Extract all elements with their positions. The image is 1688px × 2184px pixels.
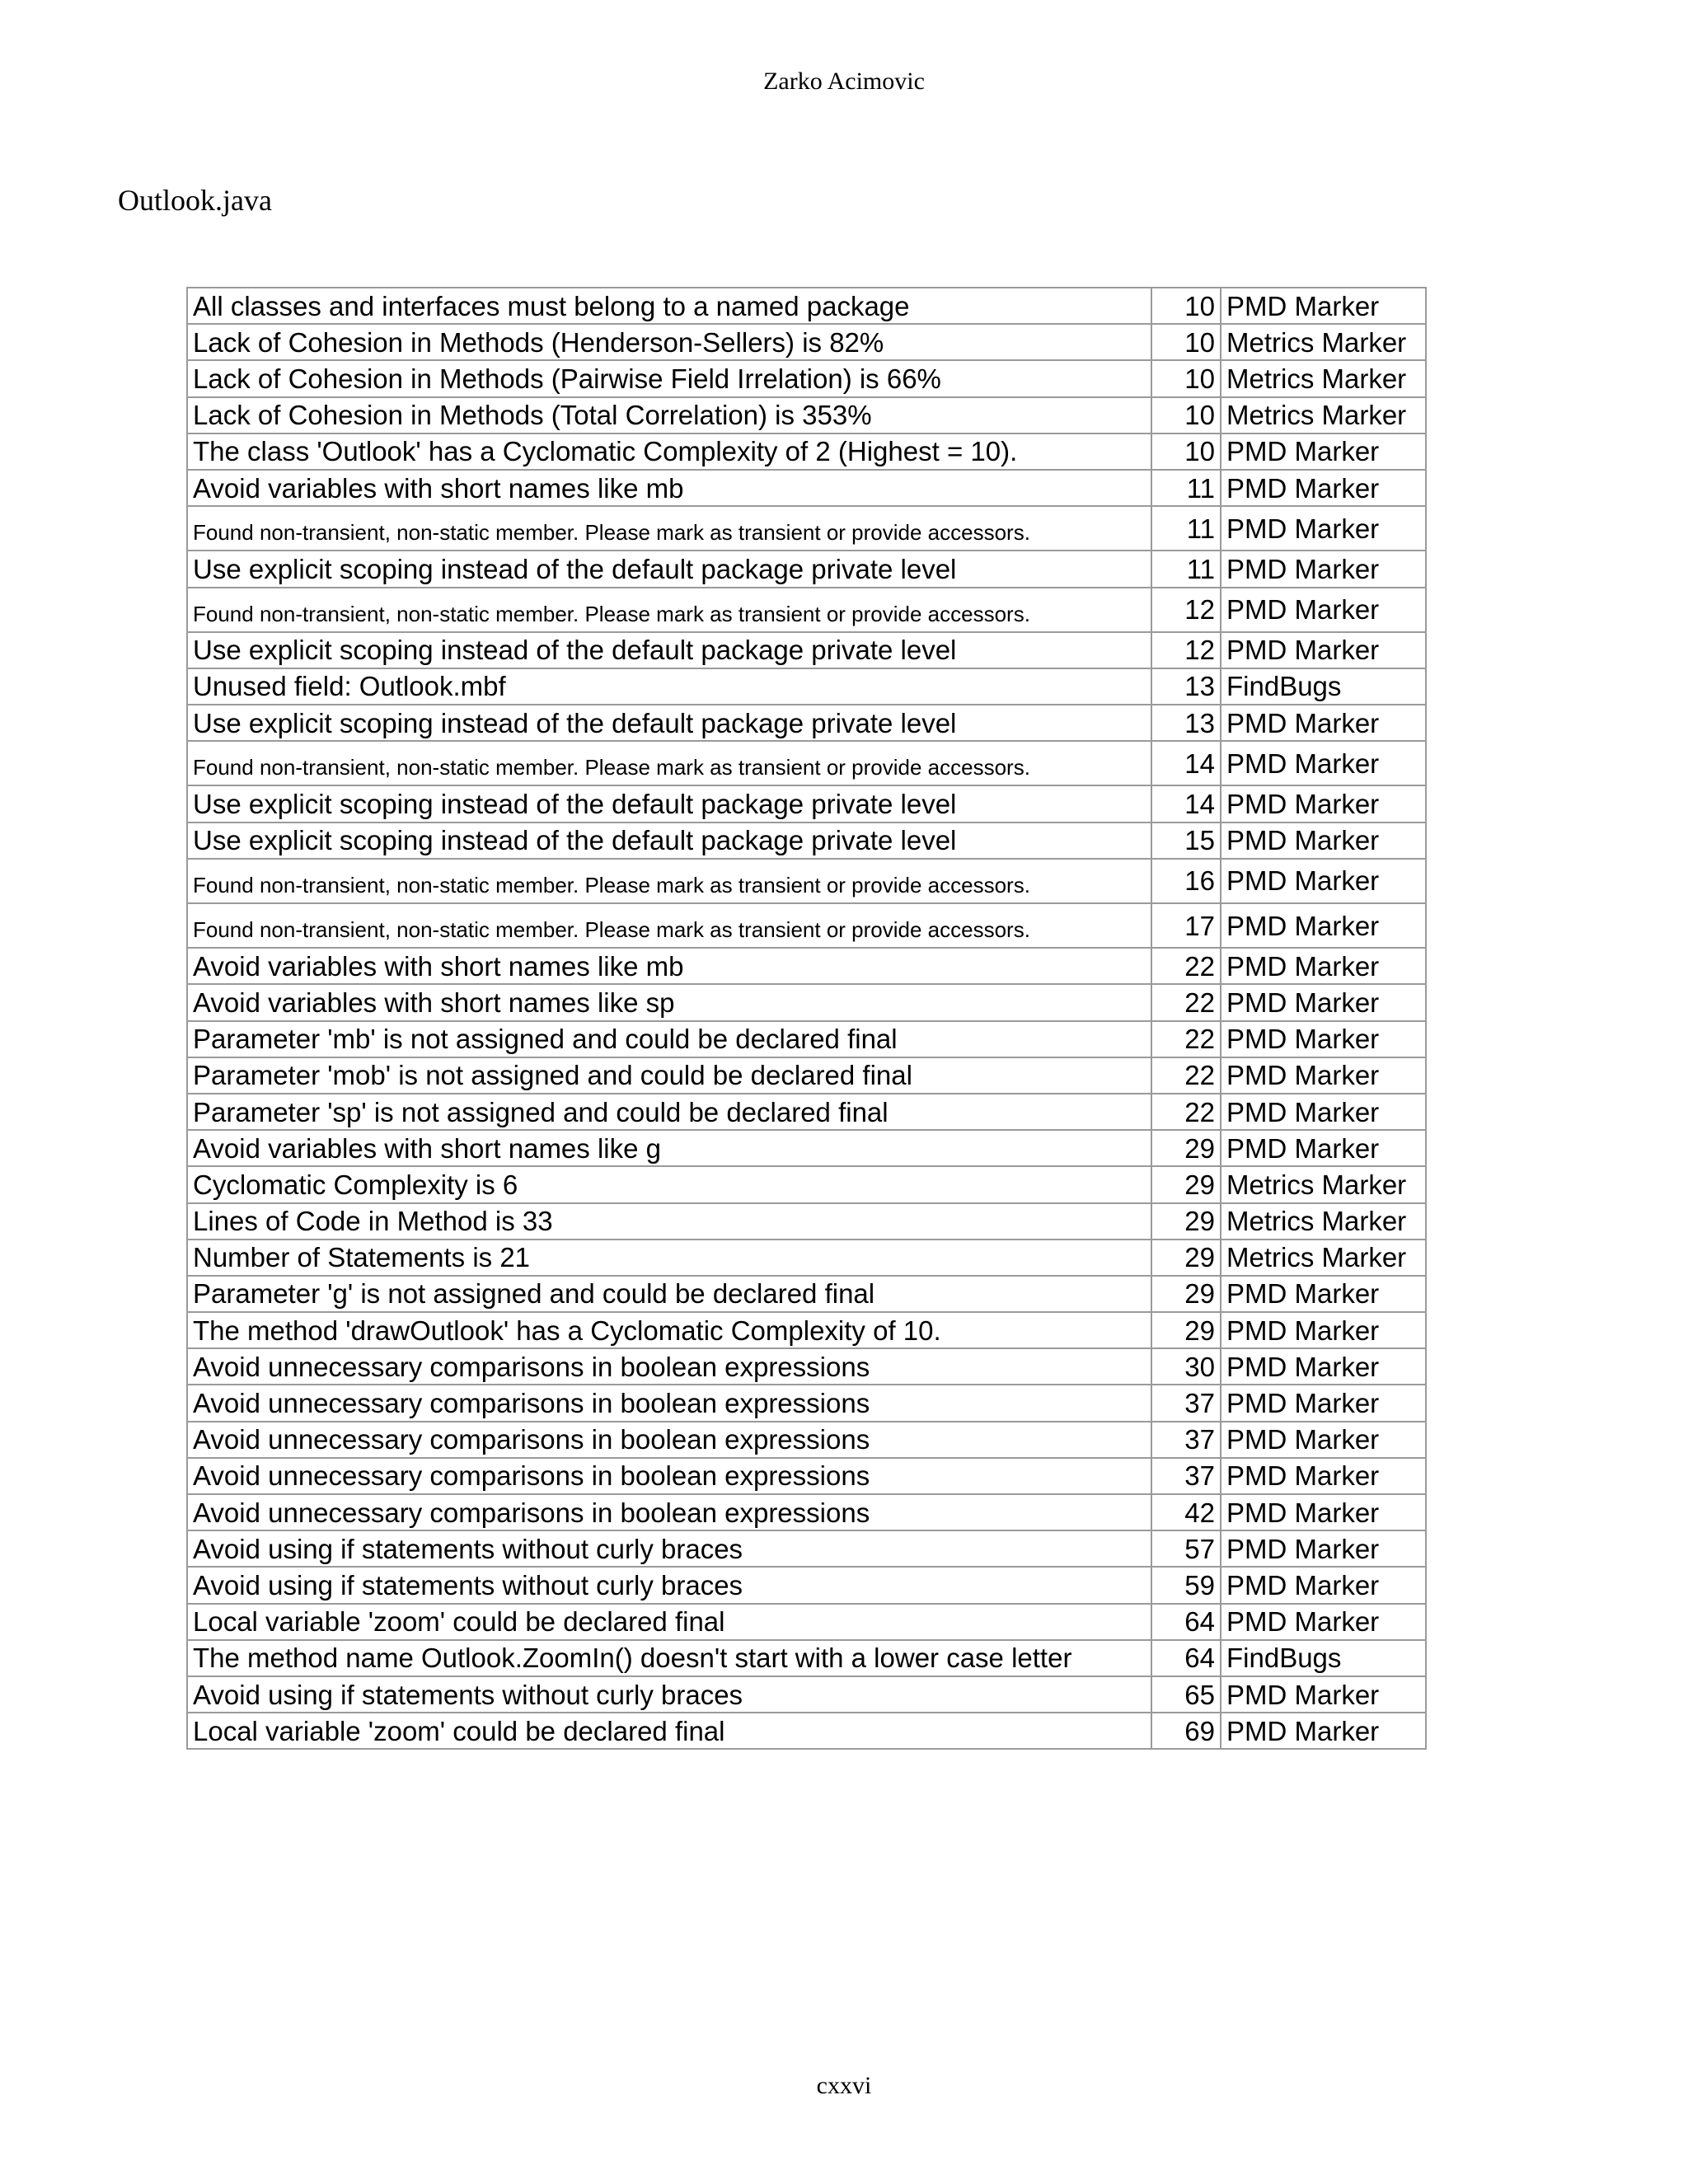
page-number: cxxvi — [816, 2072, 872, 2099]
issue-description: Parameter 'sp' is not assigned and could be declared final — [187, 1094, 1151, 1130]
table-row — [187, 1494, 1426, 1530]
table-row — [187, 1385, 1426, 1421]
table-row — [187, 741, 1426, 785]
issue-description: Avoid unnecessary comparisons in boolean expressions — [187, 1458, 1151, 1494]
issue-line-number: 10 — [1151, 397, 1221, 434]
issue-line-number: 57 — [1151, 1530, 1221, 1567]
issue-source: FindBugs — [1221, 668, 1426, 705]
issue-source: Metrics Marker — [1221, 324, 1426, 360]
table-row — [187, 1713, 1426, 1749]
issue-description: Found non-transient, non-static member. Please mark as transient or provide accessors. — [187, 506, 1151, 551]
issue-source: PMD Marker — [1221, 705, 1426, 741]
issue-description: Unused field: Outlook.mbf — [187, 668, 1151, 705]
issue-line-number: 10 — [1151, 360, 1221, 396]
issue-description: Avoid using if statements without curly braces — [187, 1567, 1151, 1603]
table-row — [187, 506, 1426, 551]
issue-source: PMD Marker — [1221, 984, 1426, 1020]
table-row — [187, 903, 1426, 948]
issue-line-number: 37 — [1151, 1422, 1221, 1458]
issue-source: PMD Marker — [1221, 551, 1426, 587]
table-row — [187, 705, 1426, 741]
issue-source: Metrics Marker — [1221, 1240, 1426, 1276]
issue-description: Avoid using if statements without curly braces — [187, 1676, 1151, 1713]
issue-source: PMD Marker — [1221, 785, 1426, 822]
table-row — [187, 324, 1426, 360]
issue-line-number: 14 — [1151, 785, 1221, 822]
issue-source: PMD Marker — [1221, 1021, 1426, 1057]
issue-description: Lines of Code in Method is 33 — [187, 1203, 1151, 1240]
issue-description: Avoid unnecessary comparisons in boolean expressions — [187, 1494, 1151, 1530]
issue-line-number: 10 — [1151, 324, 1221, 360]
issue-description: Local variable 'zoom' could be declared final — [187, 1604, 1151, 1640]
issue-line-number: 29 — [1151, 1240, 1221, 1276]
issue-line-number: 69 — [1151, 1713, 1221, 1749]
issue-description: Lack of Cohesion in Methods (Pairwise Field Irrelation) is 66% — [187, 360, 1151, 396]
issue-line-number: 29 — [1151, 1312, 1221, 1348]
issue-line-number: 29 — [1151, 1276, 1221, 1312]
issue-source: PMD Marker — [1221, 1530, 1426, 1567]
issue-description: Avoid using if statements without curly braces — [187, 1530, 1151, 1567]
issue-line-number: 12 — [1151, 588, 1221, 632]
issue-description: Parameter 'mb' is not assigned and could be declared final — [187, 1021, 1151, 1057]
issue-source: PMD Marker — [1221, 1312, 1426, 1348]
issue-description: The method name Outlook.ZoomIn() doesn't start with a lower case letter — [187, 1640, 1151, 1676]
issue-line-number: 22 — [1151, 1094, 1221, 1130]
issue-source: PMD Marker — [1221, 1057, 1426, 1094]
table-row — [187, 668, 1426, 705]
table-row — [187, 1458, 1426, 1494]
issue-line-number: 65 — [1151, 1676, 1221, 1713]
issue-description: Use explicit scoping instead of the default package private level — [187, 551, 1151, 587]
table-row — [187, 1567, 1426, 1603]
issue-source: PMD Marker — [1221, 1422, 1426, 1458]
issue-line-number: 11 — [1151, 470, 1221, 506]
table-row — [187, 1094, 1426, 1130]
issue-description: Avoid variables with short names like mb — [187, 948, 1151, 984]
issue-description: The class 'Outlook' has a Cyclomatic Complexity of 2 (Highest = 10). — [187, 434, 1151, 470]
issue-source: PMD Marker — [1221, 1494, 1426, 1530]
table-row — [187, 470, 1426, 506]
issue-description: Parameter 'mob' is not assigned and could be declared final — [187, 1057, 1151, 1094]
issue-description: Avoid unnecessary comparisons in boolean expressions — [187, 1348, 1151, 1385]
table-row — [187, 948, 1426, 984]
issue-description: Lack of Cohesion in Methods (Total Correlation) is 353% — [187, 397, 1151, 434]
table-row — [187, 588, 1426, 632]
issue-description: Use explicit scoping instead of the default package private level — [187, 823, 1151, 859]
issue-line-number: 22 — [1151, 948, 1221, 984]
table-row — [187, 551, 1426, 587]
issue-source: PMD Marker — [1221, 741, 1426, 785]
issue-line-number: 10 — [1151, 434, 1221, 470]
issue-description: Lack of Cohesion in Methods (Henderson-Sellers) is 82% — [187, 324, 1151, 360]
issue-source: PMD Marker — [1221, 632, 1426, 668]
issue-line-number: 37 — [1151, 1458, 1221, 1494]
issue-description: Found non-transient, non-static member. Please mark as transient or provide accessors. — [187, 903, 1151, 948]
issue-source: PMD Marker — [1221, 588, 1426, 632]
issue-source: PMD Marker — [1221, 1094, 1426, 1130]
issue-line-number: 16 — [1151, 859, 1221, 903]
issue-description: Use explicit scoping instead of the default package private level — [187, 705, 1151, 741]
issue-line-number: 14 — [1151, 741, 1221, 785]
table-row — [187, 1530, 1426, 1567]
issue-description: Use explicit scoping instead of the default package private level — [187, 632, 1151, 668]
table-row — [187, 1203, 1426, 1240]
issue-source: Metrics Marker — [1221, 397, 1426, 434]
issue-line-number: 17 — [1151, 903, 1221, 948]
issue-description: Use explicit scoping instead of the default package private level — [187, 785, 1151, 822]
issue-description: Avoid variables with short names like g — [187, 1130, 1151, 1166]
table-row — [187, 785, 1426, 822]
issue-line-number: 37 — [1151, 1385, 1221, 1421]
table-row — [187, 1422, 1426, 1458]
issue-description: Avoid variables with short names like mb — [187, 470, 1151, 506]
issue-source: PMD Marker — [1221, 903, 1426, 948]
issue-source: PMD Marker — [1221, 1130, 1426, 1166]
issue-description: All classes and interfaces must belong to a named package — [187, 288, 1151, 324]
issue-line-number: 10 — [1151, 288, 1221, 324]
issues-table — [186, 287, 1427, 1750]
table-row — [187, 397, 1426, 434]
issue-source: PMD Marker — [1221, 1348, 1426, 1385]
table-row — [187, 1312, 1426, 1348]
issue-source: PMD Marker — [1221, 288, 1426, 324]
issue-description: Found non-transient, non-static member. Please mark as transient or provide accessors. — [187, 859, 1151, 903]
table-row — [187, 360, 1426, 396]
issue-description: Found non-transient, non-static member. Please mark as transient or provide accessors. — [187, 741, 1151, 785]
table-row — [187, 1240, 1426, 1276]
issue-line-number: 29 — [1151, 1166, 1221, 1202]
issue-source: PMD Marker — [1221, 948, 1426, 984]
issue-description: The method 'drawOutlook' has a Cyclomatic Complexity of 10. — [187, 1312, 1151, 1348]
issue-line-number: 29 — [1151, 1203, 1221, 1240]
issue-source: FindBugs — [1221, 1640, 1426, 1676]
issue-line-number: 12 — [1151, 632, 1221, 668]
issues-table-body — [187, 288, 1426, 1749]
issue-source: PMD Marker — [1221, 1385, 1426, 1421]
table-row — [187, 1604, 1426, 1640]
issue-line-number: 59 — [1151, 1567, 1221, 1603]
issue-line-number: 29 — [1151, 1130, 1221, 1166]
issue-source: Metrics Marker — [1221, 360, 1426, 396]
table-row — [187, 434, 1426, 470]
issue-line-number: 13 — [1151, 668, 1221, 705]
issue-line-number: 22 — [1151, 1021, 1221, 1057]
issue-description: Number of Statements is 21 — [187, 1240, 1151, 1276]
table-row — [187, 984, 1426, 1020]
issue-source: PMD Marker — [1221, 1676, 1426, 1713]
issue-description: Found non-transient, non-static member. Please mark as transient or provide accessors. — [187, 588, 1151, 632]
issue-description: Cyclomatic Complexity is 6 — [187, 1166, 1151, 1202]
issue-source: PMD Marker — [1221, 506, 1426, 551]
table-row — [187, 1676, 1426, 1713]
table-row — [187, 1348, 1426, 1385]
table-row — [187, 1276, 1426, 1312]
issue-line-number: 13 — [1151, 705, 1221, 741]
issue-line-number: 22 — [1151, 1057, 1221, 1094]
issue-line-number: 42 — [1151, 1494, 1221, 1530]
table-row — [187, 1057, 1426, 1094]
page-header-author: Zarko Acimovic — [763, 68, 925, 95]
section-title: Outlook.java — [118, 184, 272, 217]
table-row — [187, 288, 1426, 324]
issue-source: PMD Marker — [1221, 434, 1426, 470]
issue-source: Metrics Marker — [1221, 1166, 1426, 1202]
table-row — [187, 632, 1426, 668]
issue-description: Avoid unnecessary comparisons in boolean expressions — [187, 1422, 1151, 1458]
issue-source: PMD Marker — [1221, 470, 1426, 506]
issue-source: PMD Marker — [1221, 1713, 1426, 1749]
issue-line-number: 11 — [1151, 506, 1221, 551]
table-row — [187, 1130, 1426, 1166]
issue-line-number: 15 — [1151, 823, 1221, 859]
issue-source: Metrics Marker — [1221, 1203, 1426, 1240]
issue-description: Local variable 'zoom' could be declared final — [187, 1713, 1151, 1749]
issue-source: PMD Marker — [1221, 1567, 1426, 1603]
issue-description: Avoid unnecessary comparisons in boolean expressions — [187, 1385, 1151, 1421]
issue-line-number: 11 — [1151, 551, 1221, 587]
issue-source: PMD Marker — [1221, 1604, 1426, 1640]
issue-source: PMD Marker — [1221, 859, 1426, 903]
issue-line-number: 64 — [1151, 1604, 1221, 1640]
issue-description: Parameter 'g' is not assigned and could be declared final — [187, 1276, 1151, 1312]
issue-source: PMD Marker — [1221, 1276, 1426, 1312]
issue-line-number: 64 — [1151, 1640, 1221, 1676]
table-row — [187, 1021, 1426, 1057]
issue-source: PMD Marker — [1221, 1458, 1426, 1494]
issue-line-number: 22 — [1151, 984, 1221, 1020]
table-row — [187, 1640, 1426, 1676]
issue-line-number: 30 — [1151, 1348, 1221, 1385]
issue-source: PMD Marker — [1221, 823, 1426, 859]
table-row — [187, 1166, 1426, 1202]
table-row — [187, 823, 1426, 859]
table-row — [187, 859, 1426, 903]
issue-description: Avoid variables with short names like sp — [187, 984, 1151, 1020]
